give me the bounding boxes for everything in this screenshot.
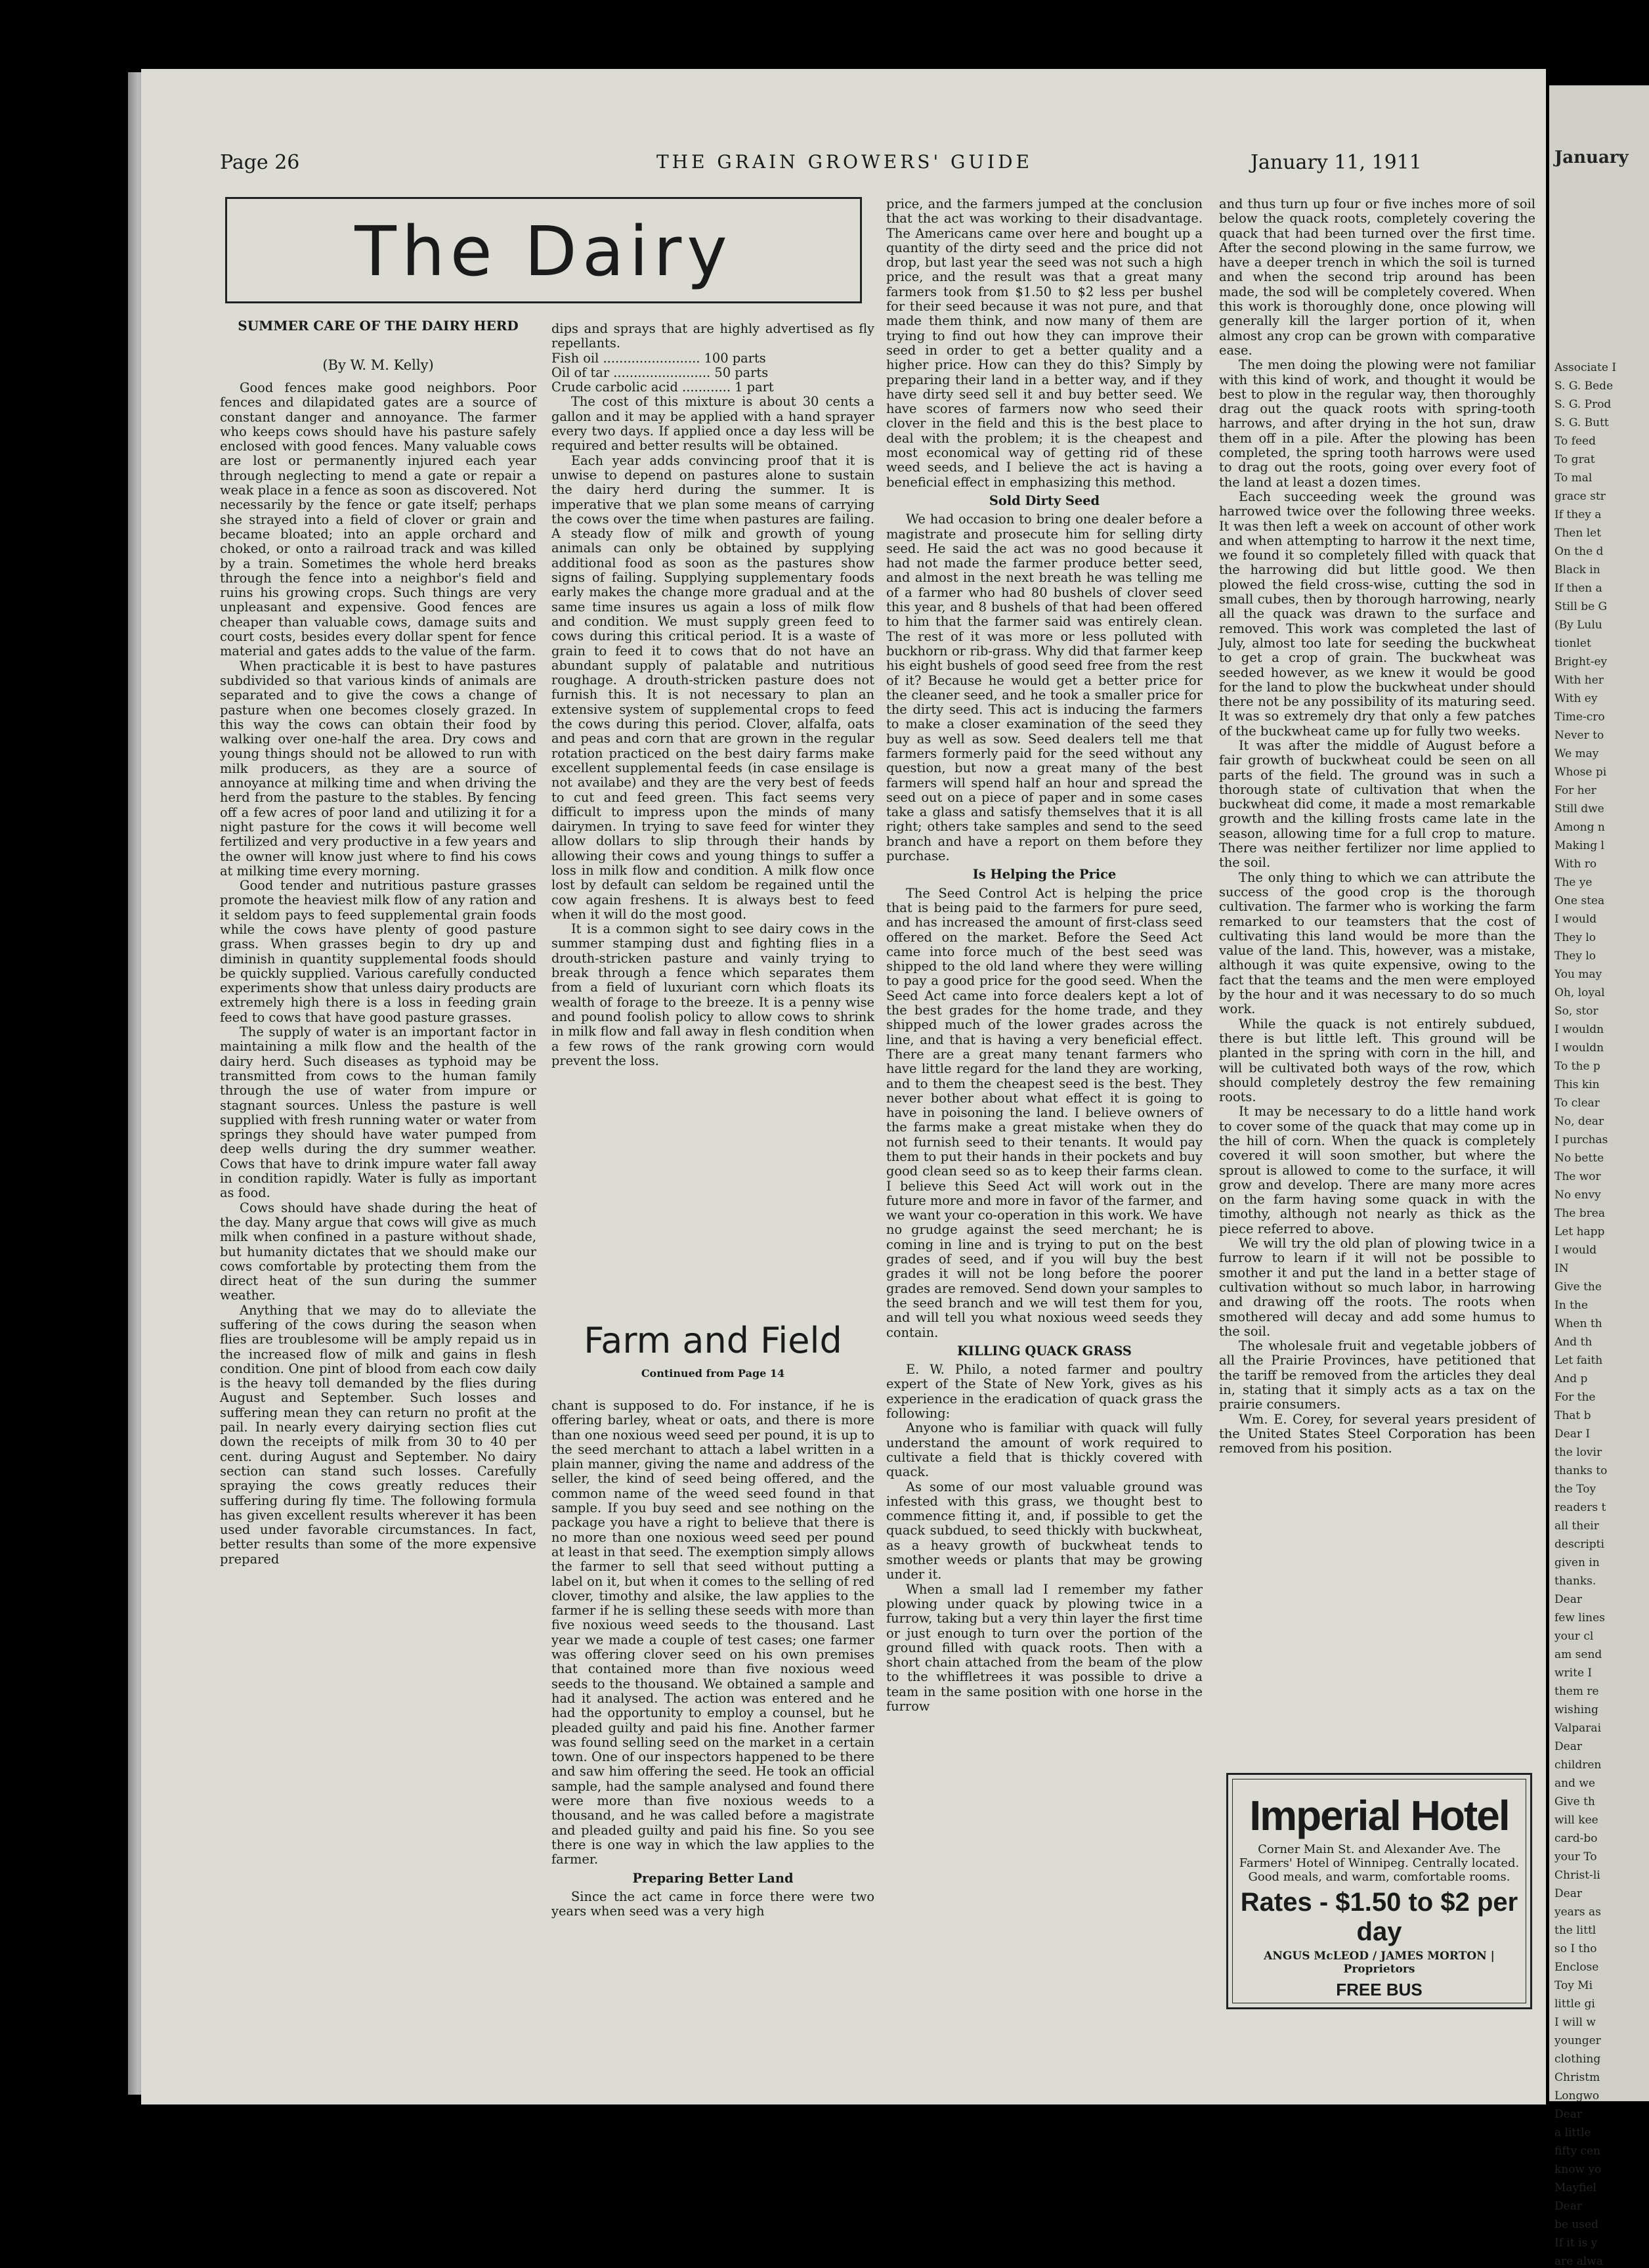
paragraph: price, and the farmers jumped at the conclusion that the act was working to their disadvantage. The Americans came over here and bought up a quantity of the dirty seed and the price did not drop, but last year the seed was not such a high price, and the result was that a great many farmers took from $1.50 to $2 less per bushel for their seed because it was not pure, and that made them think, and now many of them are trying to find out how they can improve their seed in order to get a better quality and a higher price. How can they do this? Simply by preparing their land in a better way, and if they have dirty seed sell it and buy better seed. We have scores of farmers now who seed their clover in the field and this is the best place to deal with the problem; it is the cheapest and most economical way of getting rid of these weed seeds, and I believe the act is having a beneficial effect in emphasizing this method. [886,196,1203,490]
paragraph: Each year adds convincing proof that it is unwise to depend on pastures alone to sustain the dairy herd during the summer. It is imperative that we plan some means of carrying the cows over the time when pastures are failing. A steady flow of milk and growth of young animals can only be obtained by supplying additional food as soon as the pastures show signs of failing. Supplying supplementary foods early makes the change more gradual and at the same time insures us again a loss of milk flow and condition. We must supply green feed to cows during this critical period. It is a waste of grain to feed it to cows that do not have an abundant supply of palatable and nutritious roughage. A drouth-stricken pasture does not furnish this. It is not necessary to plan an extensive system of supplemental crops to feed the cows during this period. Clover, alfalfa, oats and peas and corn that are grown in the regular rotation practiced on the best dairy farms make excellent supplemental feeds (in case ensilage is not availabe) and they are the very best of feeds to cut and feed green. This fact seems very difficult to impress upon the minds of many dairymen. In trying to save feed for winter they allow dollars to slip through their hands by allowing their cows and young things to suffer a loss in milk flow and condition. A milk flow once lost by default can seldom be regained until the cow again freshens. It is always best to feed when it will do the most good. [551,452,874,922]
subheading: Preparing Better Land [632,1870,794,1886]
fragment-text: I purchas [1554,1133,1608,1146]
fragment-text: Whose pi [1554,766,1607,779]
fragment-text: Enclose [1554,1961,1599,1974]
subheading: Sold Dirty Seed [989,492,1100,508]
fragment-text: few lines [1554,1611,1605,1625]
fragment-text: And th [1554,1336,1593,1349]
fragment-text: With her [1554,674,1604,687]
fragment-text: your To [1554,1850,1597,1864]
fragment-text: so I tho [1554,1942,1597,1955]
fragment-text: thanks. [1554,1575,1596,1588]
paragraph: While the quack is not entirely subdued, there is but little left. This ground will be planted in the spring with corn in the hill, and will be cultivated both ways of the row, which should completely destroy the few remaining roots. [1219,1016,1535,1105]
fragment-text: Time-cro [1554,710,1605,724]
paragraph: The Seed Control Act is helping the price that is being paid to the farmers for pure seed, and has increased the amount of first-class seed offered on the market. Before the Seed Act came into force much of the best seed was shipped to the old land where they were willing to pay a good price for the good seed. When the Seed Act came into force dealers kept a lot of the best grades for the home trade, and they shipped much of the lower grades across the line, and that is having a very beneficial effect. There are a great many tenant farmers who have little regard for the land they are working, and to them the cheapest seed is the best. They never bother about what effect it is going to have in poisoning the land. I believe owners of the farms make a great mistake when they do not furnish seed to their tenants. It would pay them to put their hands in their pockets and buy good clean seed so as to keep their farms clean. I believe this Seed Act will work out in the future more and more in favor of the farmer, and we want your co-operation in this work. We have no grudge against the seed merchant; he is coming in line and is trying to put on the best grades of seed, and if you will buy the best grades it will not be long before the poorer grades are removed. Send down your samples to the seed branch and we will test them for you, and will tell you what noxious weed seeds they contain. [886,885,1203,1340]
fragment-text: younger [1554,2034,1601,2047]
fragment-text: To the p [1554,1060,1600,1073]
fragment-text: years as [1554,1906,1601,1919]
fragment-text: Dear [1554,2200,1582,2213]
news-item: The wholesale fruit and vegetable jobbers of all the Prairie Provinces, have petitioned that the tariff be removed from the articles they deal in, stating that it simply acts as a tax on the prairie consumers. [1219,1338,1535,1412]
fragment-text: If they a [1554,508,1602,521]
column-3 [886,197,1203,2009]
fragment-text: I wouldn [1554,1023,1604,1036]
paragraph: The men doing the plowing were not familiar with this kind of work, and thought it would be best to plow in the regular way, then thoroughly drag out the quack roots with spring-tooth harrows, and after drying in the hot sun, draw them off in a pile. After the plowing has been completed, the spring tooth harrows were used to drag out the roots, going over every foot of the land at least a dozen times. [1219,357,1535,490]
fragment-text: am send [1554,1648,1602,1661]
fragment-text: thanks to [1554,1464,1608,1477]
fragment-text: Bright-ey [1554,655,1608,668]
ad-address: Corner Main St. and Alexander Ave. The Farmers' Hotel of Winnipeg. Centrally located. Good meals, and warm, comfortable rooms. [1239,1843,1520,1884]
fragment-text: and we [1554,1777,1595,1790]
fragment-text: On the d [1554,545,1604,558]
fragment-text: tionlet [1554,637,1591,650]
fragment-text: (By Lulu [1554,619,1602,632]
paragraph: chant is supposed to do. For instance, if he is offering barley, wheat or oats, and there is more than one noxious weed seed per pound, it is up to the seed merchant to attach a label written in a plain manner, giving the name and address of the seller, the kind of seed being offered, and the common name of the weed seed found in that sample. If you buy seed and see nothing on the package you have a right to believe that there is no more than one noxious weed seed per pound at least in that seed. The exemption simply allows the farmer to sell that seed without putting a label on it, but when it comes to the selling of red clover, timothy and alsike, the law applies to the farmer if he is selling these seeds with more than five noxious weed seeds to the thousand. Last year we made a couple of test cases; one farmer was offering clover seed on his own premises that contained more than five noxious weed seeds to the thousand. We obtained a sample and had it analysed. The action was entered and he had the opportunity to employ a counsel, but he pleaded guilty and paid his fine. Another farmer was found selling seed on the market in a certain town. One of our inspectors happened to be there and saw him offering the seed. He took an official sample, had the sample analysed and found there were more than five noxious weeds to a thousand, and he was called before a magistrate and pleaded guilty and paid his fine. So you see there is one way in which the law applies to the farmer. [551,1398,874,1867]
subheading: Is Helping the Price [972,867,1117,883]
paragraph: As some of our most valuable ground was infested with this grass, we thought best to commence fitting it, and, if possible to get the quack subdued, to seed thickly with buckwheat, as a heavy growth of buckwheat tends to smother weeds or plants that may be growing under it. [886,1479,1203,1582]
news-item: Wm. E. Corey, for several years president of the United States Steel Corporation has been removed from his position. [1219,1411,1535,1456]
adjacent-page-fragment [1549,85,1649,2268]
ad-free-bus: FREE BUS [1336,1980,1423,1999]
quack-grass-headline: KILLING QUACK GRASS [957,1343,1132,1359]
fragment-text: a little [1554,2126,1591,2139]
paragraph: Anything that we may do to alleviate the suffering of the cows during the season when flies are troublesome will be amply repaid us in the increased flow of milk and gains in flesh condition. One pint of blood from each cow daily is the heavy toll demanded by the flies during August and September. Such losses and suffering mean they can return no profit at the pail. In nearly every dairying section flies cut down the receipts of milk from 30 to 40 per cent. during August and September. No dairy section can stand such losses. Carefully spraying the cows greatly reduces their suffering during fly time. The following formula has given excellent results wherever it has been used under favorable circumstances. In fact, better results than some of the more expensive prepared [220,1302,536,1567]
fragment-text: them re [1554,1685,1599,1698]
fragment-text: No envy [1554,1189,1601,1202]
fragment-text: Still dwe [1554,802,1604,816]
fragment-text: Black in [1554,563,1600,577]
fragment-text: January [1554,148,1629,167]
paragraph: Good tender and nutritious pasture grasses promote the heaviest milk flow of any ration and it seldom pays to feed supplemental grain foods while the cows have plenty of good pasture grass. When grasses begin to dry up and diminish in quantity supplemental foods should be quickly supplied. Various carefully conducted experiments show that unless dairy products are extremely high there is a loss in feeding grain feed to cows that have good pasture grasses. [220,878,536,1025]
column-2 [551,322,874,1307]
fragment-text: For the [1554,1391,1596,1404]
fragment-text: Dear [1554,2108,1582,2121]
fragment-text: Dear I [1554,1428,1591,1441]
fragment-text: readers t [1554,1501,1606,1514]
formula-line: Fish oil ........................ 100 parts [551,350,766,366]
fragment-text: To mal [1554,471,1593,485]
ad-proprietors: ANGUS McLEOD / JAMES MORTON | Proprietors [1264,1950,1495,1976]
fragment-text: Making l [1554,839,1604,852]
fragment-text: No, dear [1554,1115,1604,1128]
paragraph: dips and sprays that are highly advertised as fly repellants. [551,321,874,351]
fragment-text: Christ-li [1554,1869,1600,1882]
hotel-advertisement [1226,1773,1532,2009]
fragment-text: Associate I [1554,361,1617,374]
paragraph: It was after the middle of August before a fair growth of buckwheat could be seen on all parts of the field. The ground was in such a thorough state of cultivation that when the buckwheat did come, it made a most remarkable growth and the killing frosts came late in the season, allowing time for a full crop to mature. There was neither fertilizer nor lime applied to the soil. [1219,737,1535,871]
paragraph: When practicable it is best to have pastures subdivided so that various kinds of animals are separated and to give the cows a change of pasture when one becomes closely grazed. In this way the cows can obtain their food by walking over one-half the area. Dry cows and young things should not be allowed to run with milk producers, as they are a source of annoyance at milking time and when driving the herd from the pasture to the stables. By fencing off a few acres of poor land and utilizing it for a night pasture for the cows it will become well fertilized and very productive in a few years and the owner will know just where to find his cows at milking time every morning. [220,658,536,879]
paragraph: and thus turn up four or five inches more of soil below the quack roots, completely covering the quack that had been turned over the first time. After the second plowing in the same furrow, we have a deeper trench in which the soil is turned and when the second trip around has been made, the sod will be completely covered. When this work is thoroughly done, once plowing will generally kill the larger portion of it, when almost any crop can be grown with comparative ease. [1219,196,1535,358]
fragment-text: In the [1554,1299,1588,1312]
fragment-text: With ro [1554,858,1597,871]
ad-hotel-name: Imperial Hotel [1249,1792,1509,1839]
fragment-text: the lovir [1554,1446,1602,1459]
fragment-text: given in [1554,1556,1600,1569]
fragment-text: No bette [1554,1152,1604,1165]
fragment-text: card-bo [1554,1832,1598,1845]
fragment-text: You may [1554,968,1602,981]
fragment-text: The brea [1554,1207,1605,1220]
fragment-text: So, stor [1554,1005,1598,1018]
paragraph: When a small lad I remember my father plowing under quack by plowing twice in a furrow, taking but a very thin layer the first time or just enough to turn over the portion of the ground filled with quack roots. Then with a short chain attached from the beam of the plow to the whiffletrees it was possible to drive a team in the same position with one horse in the furrow [886,1581,1203,1714]
fragment-text: little gi [1554,1997,1595,2011]
fragment-text: Oh, loyal [1554,986,1605,999]
paragraph: We had occasion to bring one dealer before a magistrate and prosecute him for selling dirty seed. He said the act was no good because it had not made the farmer produce better seed, and almost in the next breath he was telling me of a farmer who had 80 bushels of clover seed this year, and 8 bushels of that had been offered to him that the farmer said was entirely clean. The rest of it was more or less polluted with buckhorn or rib-grass. Why did that farmer keep his eight bushels of good seed free from the rest of it? Because he would get a better price for the cleaner seed, and he took a smaller price for the dirty seed. This act is inducing the farmers to make a closer examination of the seed they buy as well as sow. Seed dealers tell me that farmers formerly paid for the seed without any question, but now a great many of the best farmers will spend half an hour and spread the seed out on a piece of paper and in some cases take a glass and satisfy themselves that it is all right; others take samples and send to the seed branch and have a report on them before they purchase. [886,512,1203,864]
paragraph: Since the act came in force there were two years when seed was a very high [551,1888,874,1919]
fragment-text: Toy Mi [1554,1979,1593,1992]
fragment-text: are alwa [1554,2255,1603,2268]
fragment-text: S. G. Butt [1554,416,1609,429]
fragment-text: Dear [1554,1740,1582,1753]
fragment-text: Longwo [1554,2089,1600,2103]
fragment-text: fifty cen [1554,2145,1601,2158]
fragment-text: To grat [1554,453,1595,466]
continued-note: Continued from Page 14 [641,1367,785,1380]
fragment-text: IN [1554,1262,1569,1275]
fragment-text: With ey [1554,692,1598,705]
fragment-text: write I [1554,1667,1593,1680]
fragment-text: the littl [1554,1924,1596,1937]
page-number: Page 26 [220,151,300,174]
fragment-text: Dear [1554,1593,1582,1606]
fragment-text: Then let [1554,527,1602,540]
fragment-text: S. G. Bede [1554,380,1614,393]
fragment-text: wishing [1554,1703,1598,1716]
fragment-text: be used [1554,2218,1598,2231]
fragment-text: your cl [1554,1630,1594,1643]
paragraph: Each succeeding week the ground was harrowed twice over the following three weeks. It was then left a week on account of other work and when attempting to harrow it the next time, we found it so completely filled with quack that the harrowing did but little good. We then plowed the field cross-wise, cutting the sod in small cubes, then by thorough harrowing, nearly all the quack was drawn to the surface and removed. This work was completed the last of July, almost too late for seeding the buckwheat to get a crop of grain. The buckwheat was seeded however, as we knew it would be good for the land to plow the buckwheat under should there not be any possibility of its maturing seed. It was so extremely dry that only a few patches of the buckwheat came up for fully two weeks. [1219,489,1535,739]
fragment-text: If it is y [1554,2236,1598,2250]
article-byline: (By W. M. Kelly) [322,357,434,373]
fragment-text: children [1554,1758,1602,1772]
column-1 [220,381,536,2062]
fragment-text: clothing [1554,2053,1601,2066]
column-2-bottom [551,1399,874,2003]
fragment-text: The wor [1554,1170,1601,1183]
fragment-text: They lo [1554,949,1596,963]
paragraph: It is a common sight to see dairy cows in the summer stamping dust and fighting flies in a drouth-stricken pasture and vainly trying to break through a fence which separates them from a field of luxuriant corn which floats its wealth of forage to the breeze. It is a penny wise and pound foolish policy to allow cows to shrink in milk flow and fall away in flesh condition when a few rows of the rank growing corn would prevent the loss. [551,921,874,1068]
article-headline: SUMMER CARE OF THE DAIRY HERD [238,318,519,334]
paragraph: Anyone who is familiar with quack will fully understand the amount of work required to cultivate a field that is thickly covered with quack. [886,1420,1203,1480]
fragment-text: Dear [1554,1887,1582,1900]
fragment-text: I will w [1554,2016,1596,2029]
fragment-text: Let happ [1554,1225,1605,1238]
fragment-text: I wouldn [1554,1041,1604,1055]
ad-rates: Rates - $1.50 to $2 per day [1240,1888,1518,1946]
fragment-text: S. G. Prod [1554,398,1612,411]
paragraph: The cost of this mixture is about 30 cents a gallon and it may be applied with a hand sprayer every two days. If applied once a day less will be required and better results will be obtained. [551,394,874,454]
fragment-text: I would [1554,1244,1597,1257]
fragment-text: That b [1554,1409,1591,1422]
fragment-text: grace str [1554,490,1606,503]
section-masthead [225,197,862,303]
section-title: The Dairy [354,211,733,292]
ad-inner-border [1232,1779,1526,2003]
paragraph: The supply of water is an important factor in maintaining a milk flow and the health of the dairy herd. Such diseases as typhoid may be transmitted from cows to the human family through the use of water from impure or stagnant sources. Unless the pasture is well supplied with fresh running water or water from springs they should have water pumped from deep wells during the dry summer weather. Cows that have to drink impure water fall away in condition rapidly. Water is fully as important as food. [220,1024,536,1201]
paragraph: E. W. Philo, a noted farmer and poultry expert of the State of New York, gives as his experience in the eradication of quack grass the following: [886,1362,1203,1422]
fragment-text: To clear [1554,1097,1600,1110]
fragment-text: Never to [1554,729,1604,742]
fragment-text: Give th [1554,1795,1595,1808]
paragraph: We will try the old plan of plowing twice in a furrow to learn if it will not be possible to smother it and put the land in a better stage of cultivation without so much labor, in harrowing and drawing off the roots. The roots when smothered will decay and add some humus to the soil. [1219,1236,1535,1339]
fragment-text: Among n [1554,821,1605,834]
issue-date: January 11, 1911 [1251,151,1422,174]
fragment-text: To feed [1554,435,1596,448]
fragment-text: We may [1554,747,1599,760]
fragment-text: Christm [1554,2071,1600,2084]
fragment-text: For her [1554,784,1596,797]
fragment-text: all their [1554,1519,1599,1533]
column-4 [1219,197,1535,1766]
fragment-text: The ye [1554,876,1593,889]
fragment-text: Mayfiel [1554,2181,1596,2194]
fragment-text: know yo [1554,2163,1602,2176]
fragment-text: Still be G [1554,600,1608,613]
fragment-text: I would [1554,913,1597,926]
fragment-text: will kee [1554,1814,1598,1827]
fragment-text: One stea [1554,894,1605,907]
fragment-text: When th [1554,1317,1602,1330]
fragment-text: Let faith [1554,1354,1603,1367]
publication-title: THE GRAIN GROWERS' GUIDE [656,151,1033,173]
fragment-text: If then a [1554,582,1602,595]
farm-and-field-title: Farm and Field [584,1320,842,1361]
formula-line: Crude carbolic acid ............ 1 part [551,380,774,395]
fragment-text: the Toy [1554,1483,1596,1496]
fragment-text: They lo [1554,931,1596,944]
paragraph: Good fences make good neighbors. Poor fences and dilapidated gates are a source of constant danger and annoyance. The farmer who keeps cows should have his pasture safely enclosed with good fences. Many valuable cows are lost or permanently injured each year through neglecting to mend a gate or repair a weak place in a fence as soon as discovered. Not necessarily by the fence or gate itself; perhaps she strayed into a field of clover or grain and became bloated; into an apple orchard and choked, or onto a railroad track and was killed by a train. Sometimes the whole herd breaks through the fence into a neighbor's field and ruins his growing crops. Such things are very unpleasant and expensive. Good fences are cheaper than valuable cows, damage suits and court costs, besides every dollar spent for fence material and gates adds to the value of the farm. [220,380,536,659]
paragraph: Cows should have shade during the heat of the day. Many argue that cows will give as much milk when confined in a pasture without shade, but humanity dictates that we should make our cows comfortable by protecting them from the direct heat of the sun during the summer weather. [220,1200,536,1303]
paragraph: The only thing to which we can attribute the success of the good crop is the thorough cultivation. The farmer who is working the farm remarked to our teamsters that the cost of cultivating this land would be more than the value of the land. This, however, was a mistake, although it was quite expensive, owing to the fact that the teams and the men were employed by the hour and it was necessary to do so much work. [1219,869,1535,1017]
fragment-text: Valparai [1554,1722,1602,1735]
formula-line: Oil of tar ........................ 50 parts [551,364,769,380]
fragment-text: And p [1554,1372,1588,1385]
fragment-text: descripti [1554,1538,1604,1551]
fragment-text: This kin [1554,1078,1600,1091]
paragraph: It may be necessary to do a little hand work to cover some of the quack that may come up in the hill of corn. When the quack is completely covered it will soon smother, but where the sprout is allowed to come to the surface, it will grow and develop. There are many more acres on the farm having some quack in with the timothy, although not nearly as thick as the piece referred to above. [1219,1104,1535,1236]
fragment-text: Give the [1554,1280,1602,1294]
